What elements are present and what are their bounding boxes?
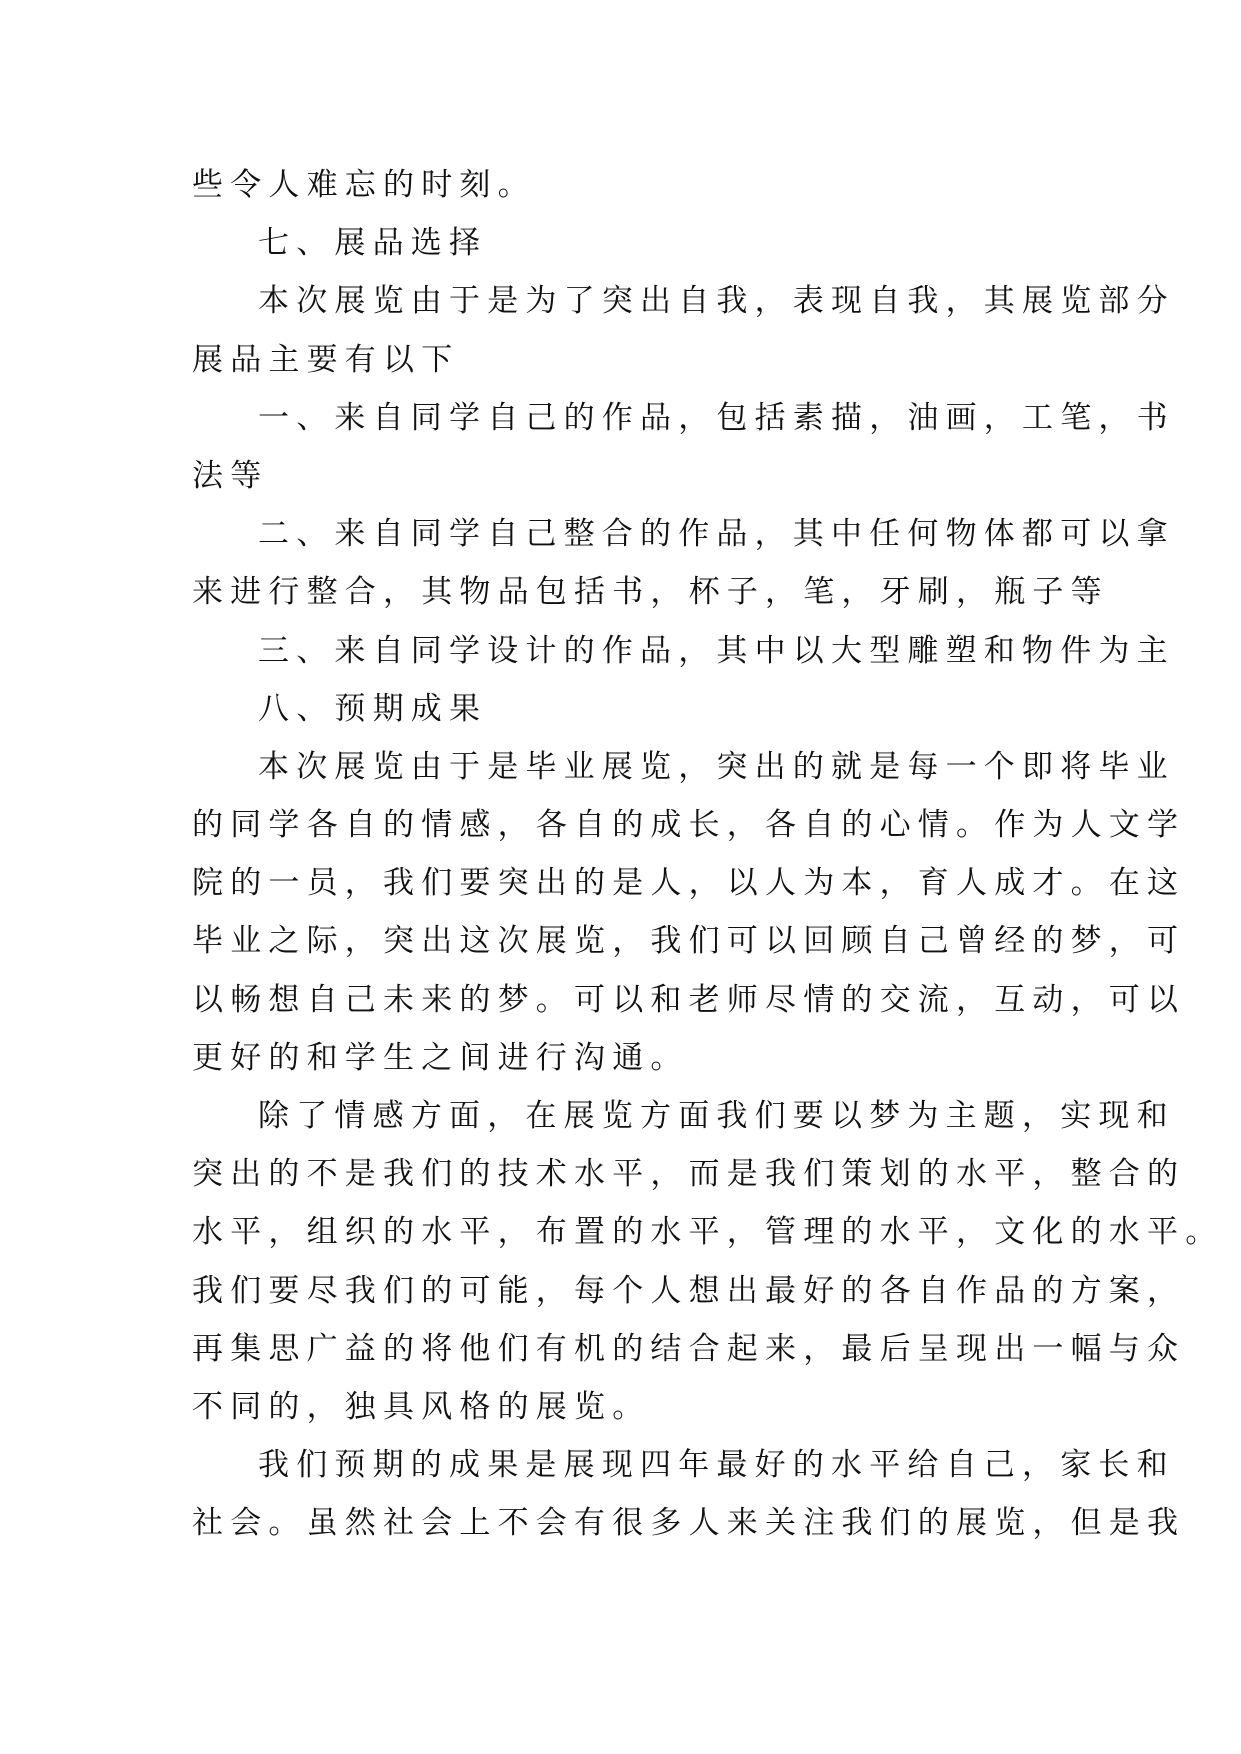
- text-line: 我们要尽我们的可能，每个人想出最好的各自作品的方案，: [192, 1272, 1186, 1309]
- text-line: 水平，组织的水平，布置的水平，管理的水平，文化的水平。: [192, 1214, 1224, 1251]
- section-heading-exhibit-selection: 七、展品选择: [258, 225, 488, 262]
- text-line: 除了情感方面，在展览方面我们要以梦为主题，实现和: [258, 1098, 1175, 1134]
- text-line: 以畅想自己未来的梦。可以和老师尽情的交流，互动，可以: [192, 981, 1186, 1018]
- text-line: 展品主要有以下: [192, 341, 460, 378]
- text-line: 更好的和学生之间进行沟通。: [192, 1039, 689, 1076]
- text-line: 的同学各自的情感，各自的成长，各自的心情。作为人文学: [192, 807, 1186, 844]
- text-line: 三、来自同学设计的作品，其中以大型雕塑和物件为主: [258, 632, 1175, 669]
- text-line: 些令人难忘的时刻。: [192, 167, 536, 203]
- text-line: 院的一员，我们要突出的是人，以人为本，育人成才。在这: [192, 865, 1186, 902]
- document-body: [192, 156, 1224, 1553]
- section-heading-expected-results: 八、预期成果: [258, 690, 488, 727]
- text-line: 二、来自同学自己整合的作品，其中任何物体都可以拿: [258, 516, 1175, 553]
- text-line: 不同的，独具风格的展览。: [192, 1388, 651, 1425]
- text-line: 我们预期的成果是展现四年最好的水平给自己，家长和: [258, 1447, 1175, 1484]
- text-line: 毕业之际，突出这次展览，我们可以回顾自己曾经的梦，可: [192, 923, 1186, 960]
- text-line: 来进行整合，其物品包括书，杯子，笔，牙刷，瓶子等: [192, 574, 1109, 611]
- text-line: 再集思广益的将他们有机的结合起来，最后呈现出一幅与众: [192, 1330, 1186, 1367]
- text-line: 一、来自同学自己的作品，包括素描，油画，工笔，书: [258, 399, 1175, 436]
- text-line: 社会。虽然社会上不会有很多人来关注我们的展览，但是我: [192, 1505, 1186, 1542]
- text-line: 本次展览由于是为了突出自我，表现自我，其展览部分: [258, 283, 1175, 320]
- text-line: 本次展览由于是毕业展览，突出的就是每一个即将毕业: [258, 748, 1175, 785]
- text-line: 突出的不是我们的技术水平，而是我们策划的水平，整合的: [192, 1156, 1186, 1193]
- text-line: 法等: [192, 457, 269, 494]
